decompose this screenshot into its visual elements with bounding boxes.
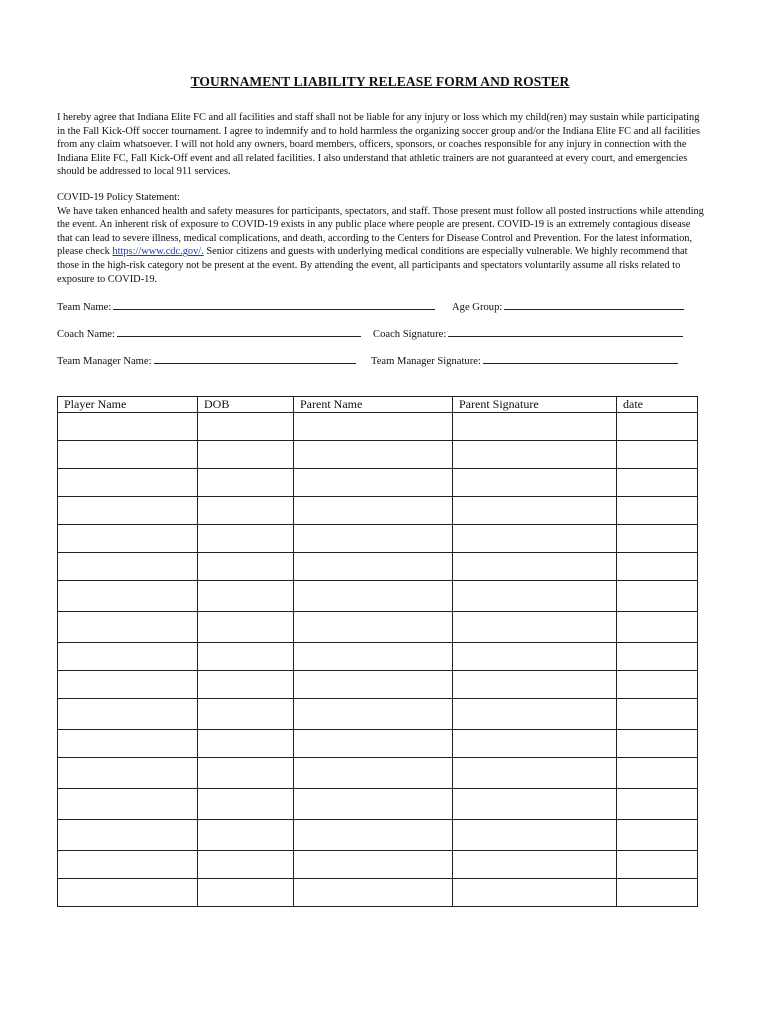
dob-cell[interactable] — [198, 671, 294, 699]
dob-cell[interactable] — [198, 441, 294, 469]
team-name-input[interactable] — [113, 299, 435, 310]
team-manager-signature-label: Team Manager Signature: — [371, 356, 481, 367]
team-manager-signature-field — [371, 353, 678, 367]
date-cell[interactable] — [617, 699, 698, 730]
player-name-cell[interactable] — [58, 730, 198, 758]
coach-signature-field — [373, 326, 683, 340]
parent-name-cell[interactable] — [294, 671, 453, 699]
dob-cell[interactable] — [198, 699, 294, 730]
date-cell[interactable] — [617, 612, 698, 643]
parent-signature-cell[interactable] — [453, 553, 617, 581]
player-name-cell[interactable] — [58, 851, 198, 879]
date-cell[interactable] — [617, 497, 698, 525]
player-name-cell[interactable] — [58, 699, 198, 730]
date-cell[interactable] — [617, 553, 698, 581]
player-name-cell[interactable] — [58, 879, 198, 907]
column-header-player-name: Player Name — [58, 397, 198, 413]
parent-signature-cell[interactable] — [453, 699, 617, 730]
parent-signature-cell[interactable] — [453, 879, 617, 907]
table-row — [58, 581, 698, 612]
player-name-cell[interactable] — [58, 612, 198, 643]
table-row — [58, 497, 698, 525]
covid-text-before-link: We have taken enhanced health and safety measures for participants, spectators, and staff. Those present must follow all posted instructions while attending the event. An inherent risk of exposure to COVID-19 exists in any public place where people are present. COVID-19 is an extremely contagious disease that can lead to severe illness, medical complications, and death, according to the Centers for Disease Control and Prevention. For the latest information, please check — [57, 205, 704, 258]
dob-cell[interactable] — [198, 879, 294, 907]
table-row — [58, 730, 698, 758]
player-name-cell[interactable] — [58, 525, 198, 553]
dob-cell[interactable] — [198, 413, 294, 441]
table-row — [58, 789, 698, 820]
dob-cell[interactable] — [198, 612, 294, 643]
table-row — [58, 820, 698, 851]
parent-name-cell[interactable] — [294, 469, 453, 497]
parent-name-cell[interactable] — [294, 441, 453, 469]
date-cell[interactable] — [617, 851, 698, 879]
team-name-field — [57, 299, 435, 313]
parent-signature-cell[interactable] — [453, 730, 617, 758]
dob-cell[interactable] — [198, 851, 294, 879]
dob-cell[interactable] — [198, 581, 294, 612]
release-paragraph: I hereby agree that Indiana Elite FC and all facilities and staff shall not be liable for any injury or loss which my child(ren) may sustain while participating in the Fall Kick-Off soccer tournament. I agree to indemnify and to hold harmless the organizing soccer group and/or the Indiana Elite FC and all facilities from any claim whatsoever. I will not hold any owners, board members, officers, sponsors, or coaches responsible for any injury in connection with the Indiana Elite FC, Fall Kick-Off event and all related facilities. I also understand that athletic trainers are not guaranteed at every court, and emergencies should be addressed to local 911 services. — [57, 112, 701, 178]
column-header-dob: DOB — [198, 397, 294, 413]
date-cell[interactable] — [617, 879, 698, 907]
parent-name-cell[interactable] — [294, 553, 453, 581]
parent-signature-cell[interactable] — [453, 413, 617, 441]
parent-signature-cell[interactable] — [453, 497, 617, 525]
parent-name-cell[interactable] — [294, 851, 453, 879]
covid-text-after-link: Senior citizens and guests with underlying medical conditions are especially vulnerable. We highly recommend that those in the high-risk category not be present at the event. By attending the event, all participants and spectators voluntarily assume all risks related to exposure to COVID-19. — [57, 246, 688, 285]
parent-name-cell[interactable] — [294, 758, 453, 789]
coach-signature-label: Coach Signature: — [373, 329, 447, 340]
table-row — [58, 643, 698, 671]
age-group-label: Age Group: — [452, 302, 503, 313]
date-cell[interactable] — [617, 789, 698, 820]
parent-signature-cell[interactable] — [453, 612, 617, 643]
form-title: TOURNAMENT LIABILITY RELEASE FORM AND ROSTER — [190, 74, 570, 89]
column-header-date: date — [617, 397, 698, 413]
age-group-input[interactable] — [504, 299, 684, 310]
parent-name-cell[interactable] — [294, 612, 453, 643]
table-row — [58, 879, 698, 907]
parent-name-cell[interactable] — [294, 699, 453, 730]
parent-name-cell[interactable] — [294, 789, 453, 820]
coach-name-field — [57, 326, 361, 340]
parent-signature-cell[interactable] — [453, 758, 617, 789]
parent-name-cell[interactable] — [294, 643, 453, 671]
roster-table — [57, 396, 698, 907]
parent-name-cell[interactable] — [294, 413, 453, 441]
parent-signature-cell[interactable] — [453, 820, 617, 851]
player-name-cell[interactable] — [58, 820, 198, 851]
player-name-cell[interactable] — [58, 497, 198, 525]
parent-name-cell[interactable] — [294, 497, 453, 525]
date-cell[interactable] — [617, 820, 698, 851]
parent-signature-cell[interactable] — [453, 643, 617, 671]
age-group-field — [452, 299, 684, 313]
date-cell[interactable] — [617, 671, 698, 699]
table-row — [58, 612, 698, 643]
date-cell[interactable] — [617, 441, 698, 469]
parent-signature-cell[interactable] — [453, 851, 617, 879]
covid-heading: COVID-19 Policy Statement: — [57, 192, 180, 203]
table-row — [58, 441, 698, 469]
parent-name-cell[interactable] — [294, 730, 453, 758]
parent-name-cell[interactable] — [294, 879, 453, 907]
date-cell[interactable] — [617, 525, 698, 553]
table-row — [58, 851, 698, 879]
covid-policy-section — [57, 191, 705, 286]
dob-cell[interactable] — [198, 730, 294, 758]
table-row — [58, 758, 698, 789]
coach-signature-input[interactable] — [448, 326, 683, 337]
player-name-cell[interactable] — [58, 441, 198, 469]
covid-paragraph — [57, 205, 705, 287]
team-name-label: Team Name: — [57, 302, 112, 313]
player-name-cell[interactable] — [58, 789, 198, 820]
parent-signature-cell[interactable] — [453, 581, 617, 612]
column-header-parent-name: Parent Name — [294, 397, 453, 413]
table-row — [58, 699, 698, 730]
parent-signature-cell[interactable] — [453, 469, 617, 497]
player-name-cell[interactable] — [58, 553, 198, 581]
parent-name-cell[interactable] — [294, 581, 453, 612]
dob-cell[interactable] — [198, 789, 294, 820]
player-name-cell[interactable] — [58, 469, 198, 497]
parent-name-cell[interactable] — [294, 525, 453, 553]
team-manager-name-input[interactable] — [154, 353, 356, 364]
dob-cell[interactable] — [198, 469, 294, 497]
date-cell[interactable] — [617, 413, 698, 441]
cdc-link[interactable]: https://www.cdc.gov/. — [112, 246, 204, 258]
coach-name-input[interactable] — [117, 326, 361, 337]
table-row — [58, 671, 698, 699]
table-row — [58, 413, 698, 441]
roster-body — [58, 413, 698, 907]
player-name-cell[interactable] — [58, 581, 198, 612]
date-cell[interactable] — [617, 730, 698, 758]
parent-signature-cell[interactable] — [453, 671, 617, 699]
date-cell[interactable] — [617, 758, 698, 789]
dob-cell[interactable] — [198, 553, 294, 581]
dob-cell[interactable] — [198, 758, 294, 789]
table-row — [58, 469, 698, 497]
date-cell[interactable] — [617, 581, 698, 612]
dob-cell[interactable] — [198, 643, 294, 671]
team-manager-signature-input[interactable] — [483, 353, 678, 364]
team-manager-name-field — [57, 353, 356, 367]
table-row — [58, 525, 698, 553]
column-header-parent-signature: Parent Signature — [453, 397, 617, 413]
coach-name-label: Coach Name: — [57, 329, 115, 340]
team-manager-name-label: Team Manager Name: — [57, 356, 152, 367]
parent-name-cell[interactable] — [294, 820, 453, 851]
parent-signature-cell[interactable] — [453, 525, 617, 553]
dob-cell[interactable] — [198, 525, 294, 553]
player-name-cell[interactable] — [58, 413, 198, 441]
table-row — [58, 553, 698, 581]
date-cell[interactable] — [617, 469, 698, 497]
player-name-cell[interactable] — [58, 758, 198, 789]
date-cell[interactable] — [617, 643, 698, 671]
parent-signature-cell[interactable] — [453, 441, 617, 469]
parent-signature-cell[interactable] — [453, 789, 617, 820]
roster-header-row — [58, 397, 698, 413]
player-name-cell[interactable] — [58, 643, 198, 671]
dob-cell[interactable] — [198, 497, 294, 525]
player-name-cell[interactable] — [58, 671, 198, 699]
dob-cell[interactable] — [198, 820, 294, 851]
